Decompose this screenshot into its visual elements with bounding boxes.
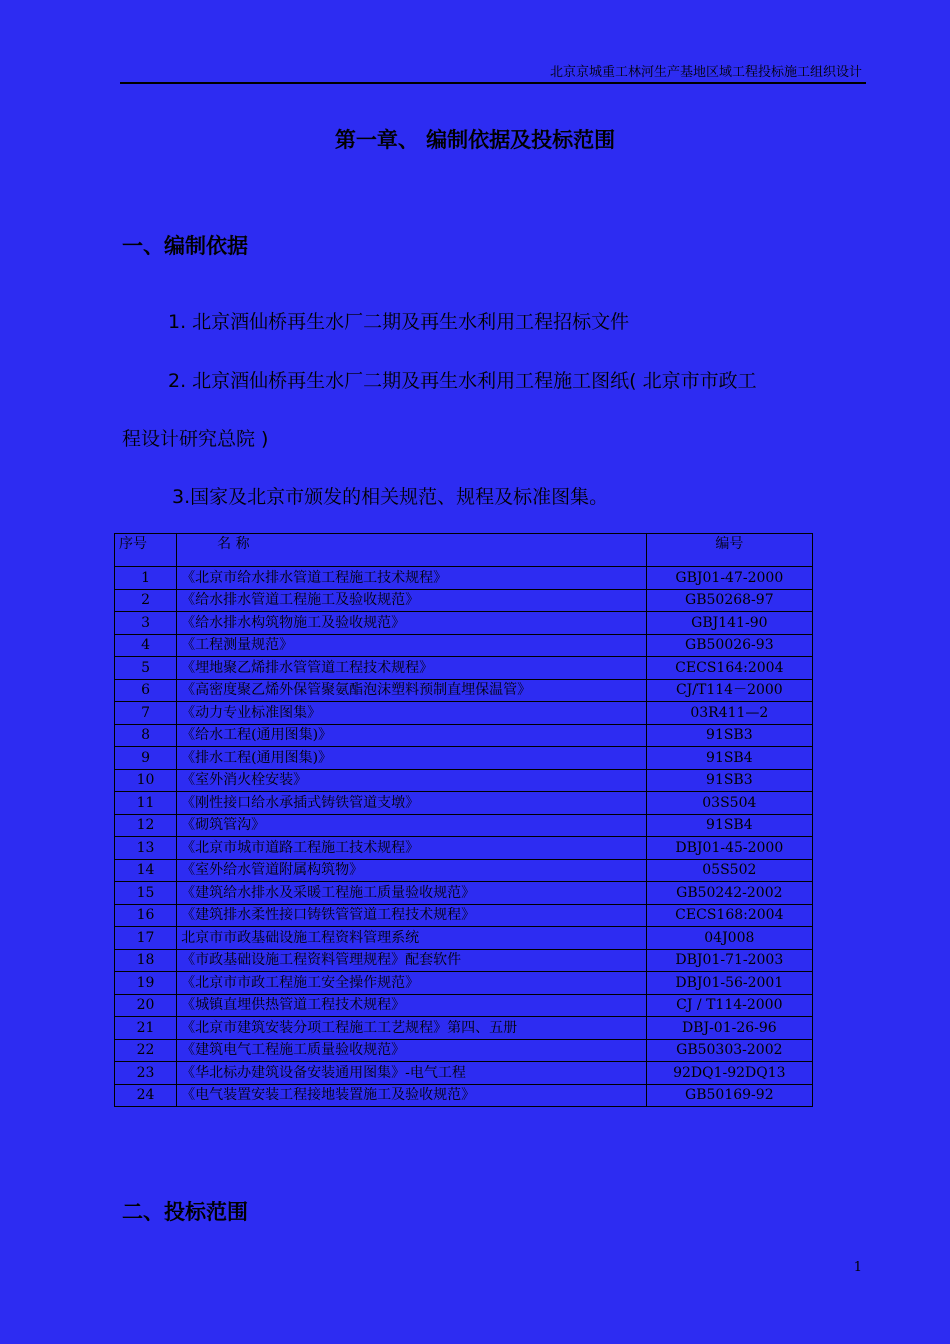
section-heading-scope: 二、投标范围 <box>122 1200 248 1224</box>
code-cell: GBJ01-47-2000 <box>646 567 812 590</box>
code-cell: DBJ01-45-2000 <box>646 837 812 860</box>
name-cell: 《排水工程(通用图集)》 <box>177 747 647 770</box>
table-row <box>115 972 813 995</box>
code-cell: 92DQ1-92DQ13 <box>646 1062 812 1085</box>
name-cell: 《室外给水管道附属构筑物》 <box>177 859 647 882</box>
code-cell: 91SB3 <box>646 724 812 747</box>
serial-cell: 18 <box>115 949 177 972</box>
name-cell: 《华北标办建筑设备安装通用图集》-电气工程 <box>177 1062 647 1085</box>
serial-cell: 10 <box>115 769 177 792</box>
name-cell: 《北京市建筑安装分项工程施工工艺规程》第四、五册 <box>177 1017 647 1040</box>
code-cell: CECS168:2004 <box>646 904 812 927</box>
basis-item-2: 2. 北京酒仙桥再生水厂二期及再生水利用工程施工图纸( 北京市市政工 <box>168 370 757 392</box>
table-row <box>115 612 813 635</box>
serial-cell: 9 <box>115 747 177 770</box>
page-number: 1 <box>853 1260 862 1275</box>
table-row <box>115 747 813 770</box>
table-row <box>115 724 813 747</box>
name-cell: 《北京市城市道路工程施工技术规程》 <box>177 837 647 860</box>
table-row <box>115 1017 813 1040</box>
header-code: 编号 <box>646 534 812 567</box>
name-cell: 《市政基础设施工程资料管理规程》配套软件 <box>177 949 647 972</box>
serial-cell: 16 <box>115 904 177 927</box>
code-cell: DBJ01-71-2003 <box>646 949 812 972</box>
code-cell: 05S502 <box>646 859 812 882</box>
code-cell: CJ / T114-2000 <box>646 994 812 1017</box>
name-cell: 《高密度聚乙烯外保管聚氨酯泡沫塑料预制直埋保温管》 <box>177 679 647 702</box>
name-cell: 《给水排水管道工程施工及验收规范》 <box>177 589 647 612</box>
serial-cell: 1 <box>115 567 177 590</box>
serial-cell: 7 <box>115 702 177 725</box>
basis-item-1: 1. 北京酒仙桥再生水厂二期及再生水利用工程招标文件 <box>168 311 630 333</box>
code-cell: GB50268-97 <box>646 589 812 612</box>
table-row <box>115 1062 813 1085</box>
header-serial: 序号 <box>115 534 177 567</box>
name-cell: 《建筑电气工程施工质量验收规范》 <box>177 1039 647 1062</box>
code-cell: 91SB4 <box>646 747 812 770</box>
name-cell: 《北京市市政工程施工安全操作规范》 <box>177 972 647 995</box>
code-cell: CECS164:2004 <box>646 657 812 680</box>
serial-cell: 8 <box>115 724 177 747</box>
header-rule <box>120 82 866 84</box>
header-name: 名 称 <box>177 534 647 567</box>
table-row <box>115 949 813 972</box>
serial-cell: 12 <box>115 814 177 837</box>
code-cell: GB50303-2002 <box>646 1039 812 1062</box>
serial-cell: 6 <box>115 679 177 702</box>
name-cell: 《工程测量规范》 <box>177 634 647 657</box>
table-row <box>115 702 813 725</box>
serial-cell: 2 <box>115 589 177 612</box>
table-header-row <box>115 534 813 567</box>
code-cell: 03R411—2 <box>646 702 812 725</box>
name-cell: 《给水工程(通用图集)》 <box>177 724 647 747</box>
section-heading-basis: 一、编制依据 <box>122 234 248 258</box>
name-cell: 《北京市给水排水管道工程施工技术规程》 <box>177 567 647 590</box>
table-row <box>115 927 813 950</box>
serial-cell: 20 <box>115 994 177 1017</box>
name-cell: 《室外消火栓安装》 <box>177 769 647 792</box>
serial-cell: 11 <box>115 792 177 815</box>
code-cell: GBJ141-90 <box>646 612 812 635</box>
table-row <box>115 792 813 815</box>
name-cell: 《给水排水构筑物施工及验收规范》 <box>177 612 647 635</box>
table-row <box>115 994 813 1017</box>
table-row <box>115 657 813 680</box>
table-row <box>115 567 813 590</box>
table-row <box>115 814 813 837</box>
name-cell: 《砌筑管沟》 <box>177 814 647 837</box>
table-row <box>115 859 813 882</box>
table-row <box>115 769 813 792</box>
serial-cell: 14 <box>115 859 177 882</box>
name-cell: 《建筑给水排水及采暖工程施工质量验收规范》 <box>177 882 647 905</box>
name-cell: 《动力专业标准图集》 <box>177 702 647 725</box>
name-cell: 《电气装置安装工程接地装置施工及验收规范》 <box>177 1084 647 1107</box>
code-cell: 04J008 <box>646 927 812 950</box>
serial-cell: 15 <box>115 882 177 905</box>
table-row <box>115 679 813 702</box>
serial-cell: 3 <box>115 612 177 635</box>
basis-item-2-continued: 程设计研究总院 ) <box>122 428 269 450</box>
name-cell: 北京市市政基础设施工程资料管理系统 <box>177 927 647 950</box>
serial-cell: 22 <box>115 1039 177 1062</box>
code-cell: GB50242-2002 <box>646 882 812 905</box>
serial-cell: 24 <box>115 1084 177 1107</box>
code-cell: GB50169-92 <box>646 1084 812 1107</box>
table-row <box>115 589 813 612</box>
serial-cell: 23 <box>115 1062 177 1085</box>
name-cell: 《城镇直埋供热管道工程技术规程》 <box>177 994 647 1017</box>
code-cell: 91SB3 <box>646 769 812 792</box>
serial-cell: 21 <box>115 1017 177 1040</box>
table-row <box>115 634 813 657</box>
code-cell: GB50026-93 <box>646 634 812 657</box>
code-cell: DBJ-01-26-96 <box>646 1017 812 1040</box>
serial-cell: 13 <box>115 837 177 860</box>
code-cell: DBJ01-56-2001 <box>646 972 812 995</box>
code-cell: 91SB4 <box>646 814 812 837</box>
serial-cell: 19 <box>115 972 177 995</box>
serial-cell: 17 <box>115 927 177 950</box>
table-row <box>115 904 813 927</box>
table-row <box>115 1039 813 1062</box>
name-cell: 《埋地聚乙烯排水管管道工程技术规程》 <box>177 657 647 680</box>
table-body <box>115 567 813 1107</box>
table-row <box>115 837 813 860</box>
code-cell: 03S504 <box>646 792 812 815</box>
running-header: 北京京城重工林河生产基地区域工程投标施工组织设计 <box>549 65 862 80</box>
serial-cell: 4 <box>115 634 177 657</box>
standards-table <box>114 533 813 1107</box>
name-cell: 《建筑排水柔性接口铸铁管管道工程技术规程》 <box>177 904 647 927</box>
table-row <box>115 1084 813 1107</box>
table-row <box>115 882 813 905</box>
basis-item-3: 3.国家及北京市颁发的相关规范、规程及标准图集。 <box>172 486 609 508</box>
name-cell: 《刚性接口给水承插式铸铁管道支墩》 <box>177 792 647 815</box>
code-cell: CJ/T114－2000 <box>646 679 812 702</box>
serial-cell: 5 <box>115 657 177 680</box>
chapter-title: 第一章、 编制依据及投标范围 <box>334 128 616 152</box>
